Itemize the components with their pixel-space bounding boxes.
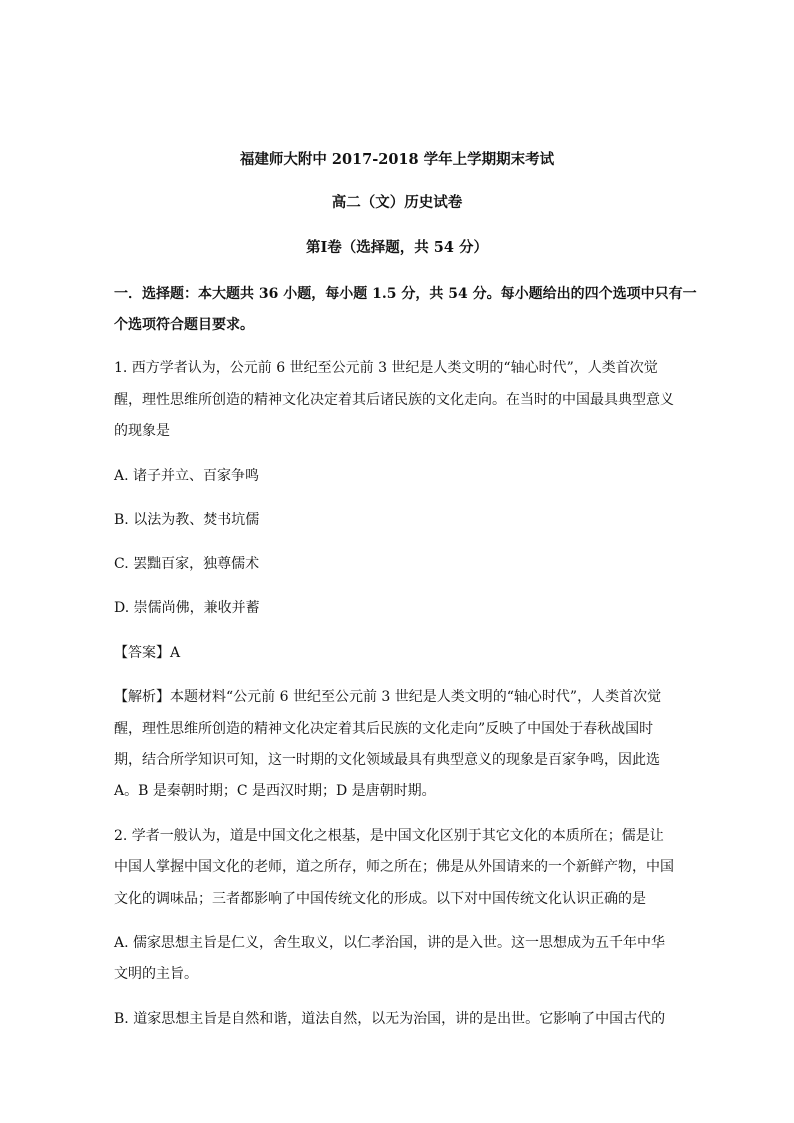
question-2-stem-line-3: 文化的调味品；三者都影响了中国传统文化的形成。以下对中国传统文化认识正确的是 [114,891,646,907]
question-1-analysis-line-3: 期，结合所学知识可知，这一时期的文化领域最具有典型意义的现象是百家争鸣，因此选 [114,752,660,768]
question-1-stem-line-1: 1. 西方学者认为，公元前 6 世纪至公元前 3 世纪是人类文明的“轴心时代”，人类首次觉 [114,360,658,376]
question-1-option-a: A. 诸子并立、百家争鸣 [114,468,260,484]
question-1-analysis-line-1: 【解析】本题材料“公元前 6 世纪至公元前 3 世纪是人类文明的“轴心时代”，人类首次觉 [114,689,662,705]
instructions-line-1: 一．选择题：本大题共 36 小题，每小题 1.5 分，共 54 分。每小题给出的四个选项中只有一 [114,286,697,302]
question-2-option-a-line-2: 文明的主旨。 [114,966,198,982]
question-1-analysis-line-2: 醒，理性思维所创造的精神文化决定着其后民族的文化走向”反映了中国处于春秋战国时 [114,721,654,737]
exam-subtitle: 高二（文）历史试卷 [331,194,463,211]
question-1-analysis-line-4: A。B 是秦朝时期；C 是西汉时期；D 是唐朝时期。 [114,783,436,799]
instructions-line-2: 个选项符合题目要求。 [114,317,254,333]
question-1-option-c: C. 罢黜百家，独尊儒术 [114,556,260,572]
question-1-option-d: D. 崇儒尚佛，兼收并蓄 [114,600,260,616]
question-1-stem-line-3: 的现象是 [114,423,170,439]
question-1-option-b: B. 以法为教、焚书坑儒 [114,512,260,528]
question-2-option-b-line-1: B. 道家思想主旨是自然和谐，道法自然，以无为治国，讲的是出世。它影响了中国古代的 [114,1011,666,1027]
question-2-stem-line-2: 中国人掌握中国文化的老师，道之所存，师之所在；佛是从外国请来的一个新鲜产物，中国 [114,859,674,875]
question-2-stem-line-1: 2. 学者一般认为，道是中国文化之根基，是中国文化区别于其它文化的本质所在；儒是让 [114,828,664,844]
question-2-option-a-line-1: A. 儒家思想主旨是仁义，舍生取义，以仁孝治国，讲的是入世。这一思想成为五千年中华 [114,935,666,951]
section-heading: 第Ⅰ卷（选择题，共 54 分） [305,239,489,256]
question-1-stem-line-2: 醒，理性思维所创造的精神文化决定着其后诸民族的文化走向。在当时的中国最具典型意义 [114,392,674,408]
question-1-answer: 【答案】A [114,645,181,661]
exam-title: 福建师大附中 2017-2018 学年上学期期末考试 [239,151,555,168]
